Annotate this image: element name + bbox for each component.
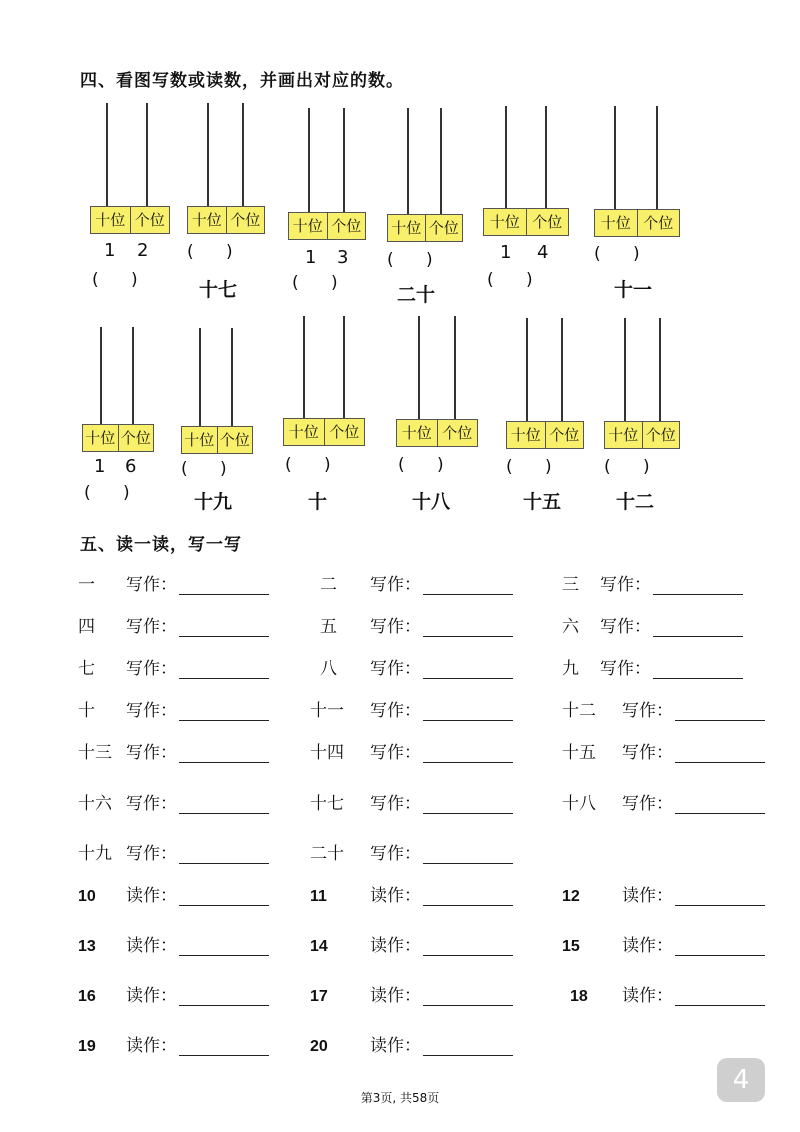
read-item: 10 读作： [78, 881, 269, 906]
ones-rod [561, 318, 563, 421]
abacus-11 [506, 318, 596, 448]
write-item: 十 写作： [78, 696, 269, 721]
ones-label: 个位 [637, 210, 680, 236]
ones-label: 个位 [545, 422, 584, 448]
answer-blank[interactable] [423, 660, 513, 679]
answer-blank[interactable] [423, 576, 513, 595]
chinese-number: 十一 [614, 279, 653, 301]
place-value-box [387, 214, 463, 242]
answer-blank[interactable] [179, 987, 269, 1006]
answer-blank[interactable] [179, 576, 269, 595]
answer-blank[interactable] [423, 1037, 513, 1056]
ones-label: 个位 [327, 213, 366, 239]
place-value-box [181, 426, 253, 454]
answer-blank[interactable] [179, 660, 269, 679]
write-item: 十二 写作： [562, 696, 765, 721]
write-item: 五 写作： [320, 612, 513, 637]
abacus-12 [604, 318, 694, 448]
answer-paren[interactable]: ( ) [594, 244, 640, 264]
write-item: 八 写作： [320, 654, 513, 679]
read-item: 19 读作： [78, 1031, 269, 1056]
ones-label: 个位 [526, 209, 569, 235]
place-value-box [288, 212, 366, 240]
answer-blank[interactable] [423, 618, 513, 637]
abacus-6 [594, 106, 684, 236]
place-value-box [594, 209, 680, 237]
ones-digit: 3 [337, 247, 349, 268]
tens-label: 十位 [510, 426, 541, 444]
place-value-box [187, 206, 265, 234]
section-5-title: 五、读一读，写一写 [80, 535, 242, 555]
read-item: 11 读作： [310, 881, 513, 906]
answer-blank[interactable] [675, 937, 765, 956]
place-value-box [82, 424, 154, 452]
ones-rod [343, 316, 345, 418]
ones-rod [440, 108, 442, 214]
answer-paren[interactable]: ( ) [506, 457, 552, 477]
answer-blank[interactable] [675, 987, 765, 1006]
answer-blank[interactable] [179, 1037, 269, 1056]
write-item: 十五 写作： [562, 738, 765, 763]
place-value-box [283, 418, 365, 446]
abacus-2 [187, 103, 277, 233]
tens-label: 十位 [191, 211, 222, 229]
answer-blank[interactable] [675, 887, 765, 906]
answer-blank[interactable] [179, 887, 269, 906]
page-footer: 第3页, 共58页 [360, 1091, 440, 1105]
ones-digit: 4 [537, 242, 549, 263]
ones-label: 个位 [425, 215, 463, 241]
tens-rod [505, 106, 507, 208]
read-item: 13 读作： [78, 931, 269, 956]
write-item: 十八 写作： [562, 789, 765, 814]
answer-blank[interactable] [423, 887, 513, 906]
ones-rod [242, 103, 244, 206]
write-item: 一 写作： [78, 570, 269, 595]
answer-blank[interactable] [179, 845, 269, 864]
place-value-box [396, 419, 478, 447]
section-4-title: 四、看图写数或读数，并画出对应的数。 [80, 71, 404, 91]
chinese-number: 十九 [194, 491, 233, 513]
ones-rod [659, 318, 661, 421]
write-item: 九 写作： [562, 654, 743, 679]
answer-paren[interactable]: ( ) [604, 457, 650, 477]
tens-rod [303, 316, 305, 418]
ones-rod [146, 103, 148, 206]
read-item: 17 读作： [310, 981, 513, 1006]
tens-label: 十位 [85, 429, 116, 447]
abacus-8 [181, 328, 271, 458]
ones-rod [231, 328, 233, 426]
write-item: 十六 写作： [78, 789, 269, 814]
answer-paren[interactable]: ( ) [285, 455, 331, 475]
ones-label: 个位 [437, 420, 478, 446]
answer-blank[interactable] [423, 702, 513, 721]
read-item: 12 读作： [562, 881, 765, 906]
write-item: 七 写作： [78, 654, 269, 679]
write-item: 三 写作： [562, 570, 743, 595]
abacus-5 [483, 106, 573, 236]
write-item: 十一 写作： [310, 696, 513, 721]
tens-label: 十位 [95, 211, 126, 229]
tens-label: 十位 [608, 426, 639, 444]
chinese-number: 十七 [199, 279, 238, 301]
answer-paren[interactable]: ( ) [92, 270, 138, 290]
ones-rod [343, 108, 345, 212]
abacus-10 [396, 316, 486, 446]
tens-label: 十位 [600, 214, 631, 232]
page-number-badge: 4 [717, 1058, 765, 1102]
write-item: 十九 写作： [78, 839, 269, 864]
abacus-1 [90, 103, 180, 233]
tens-rod [614, 106, 616, 209]
place-value-box [604, 421, 680, 449]
read-item: 20 读作： [310, 1031, 513, 1056]
place-value-box [506, 421, 584, 449]
chinese-number: 二十 [397, 284, 436, 306]
read-item: 18 读作： [570, 981, 765, 1006]
write-item: 十三 写作： [78, 738, 269, 763]
answer-paren[interactable]: ( ) [84, 483, 130, 503]
ones-label: 个位 [130, 207, 170, 233]
tens-label: 十位 [292, 217, 323, 235]
answer-paren[interactable]: ( ) [398, 455, 444, 475]
answer-blank[interactable] [423, 744, 513, 763]
write-item: 六 写作： [562, 612, 743, 637]
ones-label: 个位 [118, 425, 154, 451]
tens-rod [199, 328, 201, 426]
ones-label: 个位 [226, 207, 265, 233]
abacus-4 [387, 108, 477, 238]
chinese-number: 十八 [412, 491, 451, 513]
ones-digit: 2 [137, 240, 149, 261]
answer-blank[interactable] [653, 618, 743, 637]
write-item: 二 写作： [320, 570, 513, 595]
answer-blank[interactable] [675, 702, 765, 721]
answer-paren[interactable]: ( ) [487, 270, 533, 290]
write-item: 十七 写作： [310, 789, 513, 814]
read-item: 14 读作： [310, 931, 513, 956]
answer-blank[interactable] [179, 702, 269, 721]
answer-blank[interactable] [653, 576, 743, 595]
ones-digit: 6 [125, 456, 137, 477]
tens-rod [106, 103, 108, 206]
answer-paren[interactable]: ( ) [292, 273, 338, 293]
chinese-number: 十五 [523, 491, 562, 513]
answer-blank[interactable] [179, 937, 269, 956]
answer-blank[interactable] [423, 795, 513, 814]
tens-rod [207, 103, 209, 206]
write-item: 十四 写作： [310, 738, 513, 763]
ones-rod [656, 106, 658, 209]
tens-digit: 1 [500, 242, 512, 263]
tens-rod [526, 318, 528, 421]
answer-blank[interactable] [653, 660, 743, 679]
tens-rod [624, 318, 626, 421]
chinese-number: 十 [308, 491, 328, 513]
answer-blank[interactable] [179, 795, 269, 814]
tens-label: 十位 [184, 431, 215, 449]
read-item: 15 读作： [562, 931, 765, 956]
ones-label: 个位 [217, 427, 253, 453]
tens-label: 十位 [489, 213, 520, 231]
ones-label: 个位 [324, 419, 365, 445]
answer-blank[interactable] [423, 937, 513, 956]
tens-digit: 1 [94, 456, 106, 477]
tens-digit: 1 [104, 240, 116, 261]
answer-paren[interactable]: ( ) [187, 242, 233, 262]
abacus-3 [288, 108, 378, 238]
answer-blank[interactable] [179, 618, 269, 637]
chinese-number: 十二 [616, 491, 655, 513]
tens-label: 十位 [288, 423, 319, 441]
abacus-9 [283, 316, 373, 446]
read-item: 16 读作： [78, 981, 269, 1006]
ones-rod [454, 316, 456, 419]
abacus-7 [82, 327, 172, 457]
answer-blank[interactable] [179, 744, 269, 763]
tens-digit: 1 [305, 247, 317, 268]
answer-paren[interactable]: ( ) [181, 459, 227, 479]
answer-blank[interactable] [675, 795, 765, 814]
answer-paren[interactable]: ( ) [387, 250, 433, 270]
write-item: 四 写作： [78, 612, 269, 637]
tens-rod [407, 108, 409, 214]
tens-label: 十位 [391, 219, 422, 237]
ones-label: 个位 [642, 422, 680, 448]
answer-blank[interactable] [675, 744, 765, 763]
answer-blank[interactable] [423, 987, 513, 1006]
tens-rod [100, 327, 102, 424]
answer-blank[interactable] [423, 845, 513, 864]
write-item: 二十 写作： [310, 839, 513, 864]
ones-rod [132, 327, 134, 424]
tens-label: 十位 [401, 424, 432, 442]
tens-rod [308, 108, 310, 212]
place-value-box [483, 208, 569, 236]
tens-rod [418, 316, 420, 419]
place-value-box [90, 206, 170, 234]
ones-rod [545, 106, 547, 208]
